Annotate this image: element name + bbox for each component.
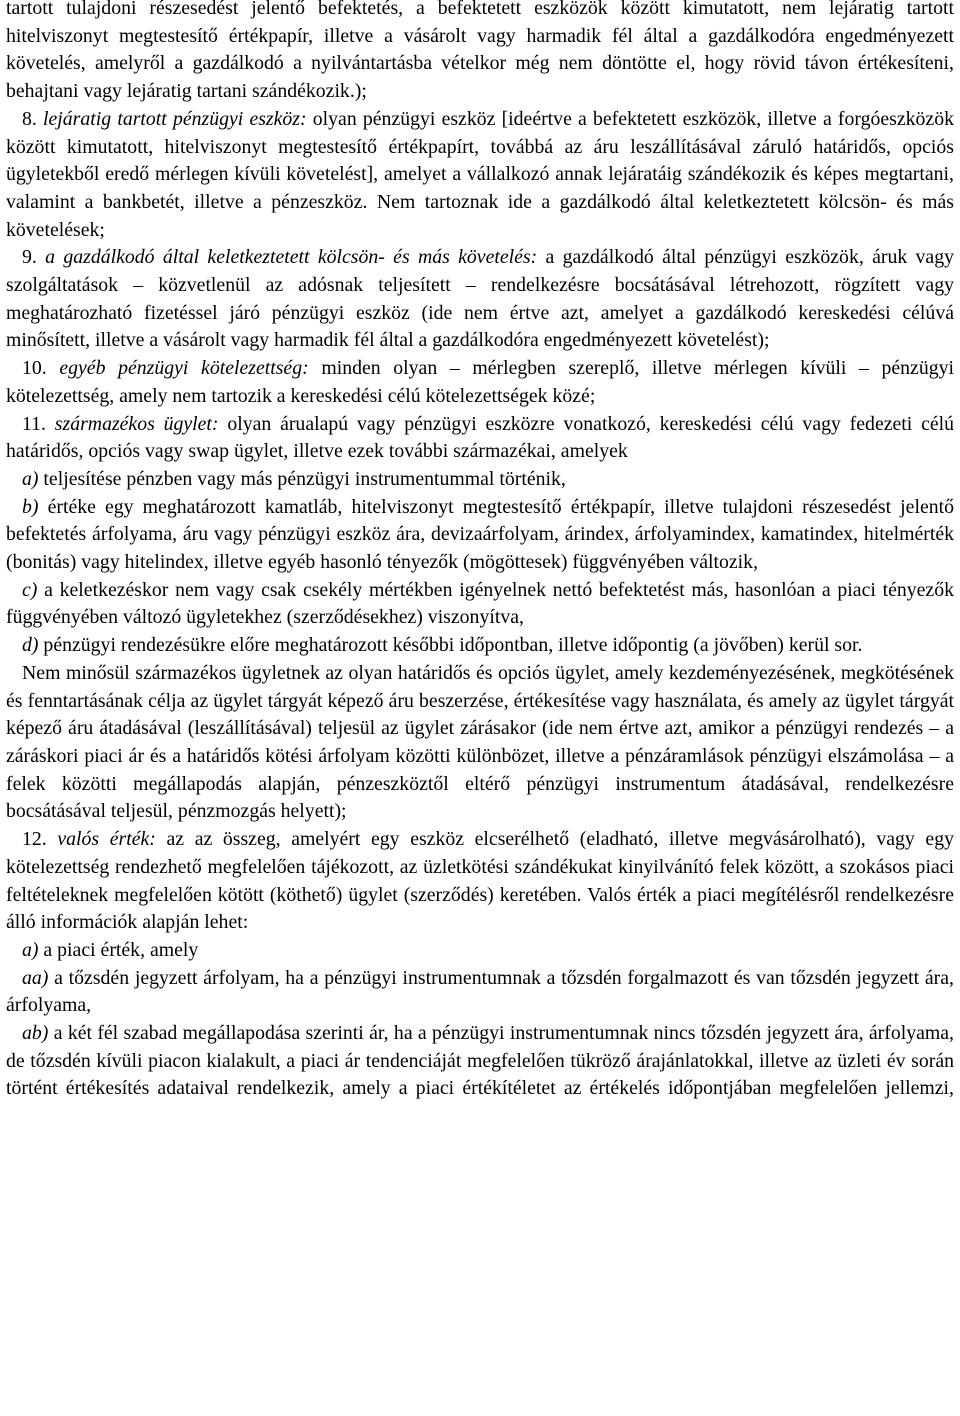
- text-run: a keletkezéskor nem vagy csak csekély mértékben igényelnek nettó befektetést más, hasonlóan a piaci tényezők függvényében változó ügyletekhez (szerződésekhez) viszonyítva,: [6, 578, 954, 629]
- list-item-a: [6, 466, 954, 494]
- text-run: tartott tulajdoni részesedést jelentő befektetés, a befektetett eszközök között kimutatott, nem lejáratig tartott hitelviszonyt megtestesítő értékpapír, illetve a vásárolt vagy harmadik fél által a gazdálkodóra engedményezett követelés, amelyről a gazdálkodó a nyilvántartásba vételkor még nem döntötte el, hogy rövid távon értékesíteni, behajtani vagy lejáratig tartani szándékozik.);: [6, 0, 954, 103]
- italic-term: valós érték:: [57, 828, 156, 851]
- text-run: a két fél szabad megállapodása szerinti ár, ha a pénzügyi instrumentumnak nincs tőzsdén jegyzett ára, árfolyama, de tőzsdén kívüli piacon kialakult, a piaci ár tendenciáját megfelelően tükröző árajánlatokkal, illetve az üzleti év során történt értékesítés adataival rendelkezik, amely a piaci értékítéletet az értékelés időpontjában megfelelően jellemzi,: [6, 1022, 954, 1100]
- paragraph-derivative-exception: [6, 660, 954, 826]
- definition-9: [6, 244, 954, 355]
- list-item-ab: [6, 1020, 954, 1103]
- text-run: Nem minősül származékos ügyletnek az olyan határidős és opciós ügylet, amely kezdeményezésének, megkötésének és fenntartásának célja az ügylet tárgyát képező áru beszerzése, értékesítése vagy használata, és amely az ügylet tárgyát képező áru átadásával (leszállításával) teljesül az ügylet zárásakor (ide nem értve azt, amikor a pénzügyi rendezés – a záráskori piaci ár és a határidős kötési árfolyam közötti különbözet, illetve a pénzáramlások pénzügyi elszámolása – a felek közötti megállapodás alapján, pénzeszköztől eltérő pénzügyi instrumentum átadásával, rendelkezésre bocsátásával teljesül, pénzmozgás helyett);: [6, 661, 954, 823]
- definition-8: [6, 106, 954, 245]
- text-run: a piaci érték, amely: [38, 938, 199, 961]
- text-run: a gazdálkodó által pénzügyi eszközök, áruk vagy szolgáltatások – közvetlenül az adósnak teljesített – rendelkezésre bocsátásával létrehozott, rögzített vagy meghatározható fizetéssel járó pénzügyi eszköz (ide nem értve azt, amelyet a gazdálkodó kereskedési célúvá minősített, illetve a vásárolt vagy harmadik fél által a gazdálkodóra engedményezett követelést);: [6, 246, 954, 352]
- list-item-aa: [6, 965, 954, 1020]
- italic-term: ab): [22, 1022, 49, 1045]
- text-run: minden olyan – mérlegben szereplő, illetve mérlegen kívüli – pénzügyi kötelezettség, amely nem tartozik a kereskedési célú kötelezettségek közé;: [6, 357, 955, 407]
- list-item-c: [6, 577, 954, 632]
- list-item-a-market-value: [6, 937, 954, 965]
- italic-term: egyéb pénzügyi kötelezettség:: [59, 357, 309, 380]
- italic-term: a): [22, 938, 39, 961]
- italic-term: származékos ügylet:: [54, 412, 219, 435]
- list-item-b: [6, 494, 954, 577]
- text-run: 10.: [22, 357, 60, 380]
- paragraph-continuation: [6, 0, 954, 106]
- definition-11: [6, 411, 954, 466]
- italic-term: lejáratig tartott pénzügyi eszköz:: [43, 107, 307, 130]
- text-run: olyan árualapú vagy pénzügyi eszközre vonatkozó, kereskedési célú vagy fedezeti célú határidős, opciós vagy swap ügylet, illetve ezek további származékai, amelyek: [6, 412, 955, 463]
- text-run: teljesítése pénzben vagy más pénzügyi instrumentummal történik,: [38, 467, 566, 490]
- italic-term: c): [22, 578, 38, 601]
- text-run: 8.: [22, 107, 44, 130]
- definition-10: [6, 355, 954, 410]
- text-run: értéke egy meghatározott kamatláb, hitelviszonyt megtestesítő értékpapír, illetve tulajdoni részesedést jelentő befektetés árfolyama, áru vagy pénzügyi eszköz ára, devizaárfolyam, árindex, árfolyamindex, kamatindex, hitelmérték (bonitás) vagy hitelindex, illetve egyéb hasonló tényezők (mögöttesek) függvényében változik,: [6, 495, 954, 574]
- list-item-d: [6, 632, 954, 660]
- italic-term: d): [22, 634, 39, 657]
- text-run: a tőzsdén jegyzett árfolyam, ha a pénzügyi instrumentumnak a tőzsdén forgalmazott és van tőzsdén jegyzett ára, árfolyama,: [6, 966, 954, 1017]
- text-run: 12.: [22, 828, 58, 851]
- italic-term: a gazdálkodó által keletkeztetett kölcsön- és más követelés:: [45, 246, 538, 269]
- text-run: pénzügyi rendezésükre előre meghatározott későbbi időpontban, illetve időpontig (a jövőben) kerül sor.: [38, 634, 863, 657]
- text-run: olyan pénzügyi eszköz [ideértve a befektetett eszközök, illetve a forgóeszközök között kimutatott, hitelviszonyt megtestesítő értékpapírt, továbbá az áru leszállításával záruló határidős, opciós ügyletekből eredő mérlegen kívüli követelést], amelyet a vállalkozó annak lejáratáig szándékozik és képes megtartani, valamint a bankbetét, illetve a pénzeszköz. Nem tartoznak ide a gazdálkodó által keletkeztetett kölcsön- és más követelések;: [6, 107, 954, 241]
- definition-12: [6, 826, 954, 937]
- italic-term: b): [22, 495, 39, 518]
- text-run: az az összeg, amelyért egy eszköz elcserélhető (eladható, illetve megvásárolható), vagy egy kötelezettség rendezhető megfelelően tájékozott, az üzletkötési szándékukat kinyilvánító felek között, a szokásos piaci feltételeknek megfelelően kötött (köthető) ügylet (szerződés) keretében. Valós érték a piaci megítélésről rendelkezésre álló információk alapján lehet:: [6, 828, 954, 934]
- text-run: 9.: [22, 246, 46, 269]
- italic-term: a): [22, 467, 39, 490]
- italic-term: aa): [22, 966, 49, 989]
- text-run: 11.: [22, 412, 55, 435]
